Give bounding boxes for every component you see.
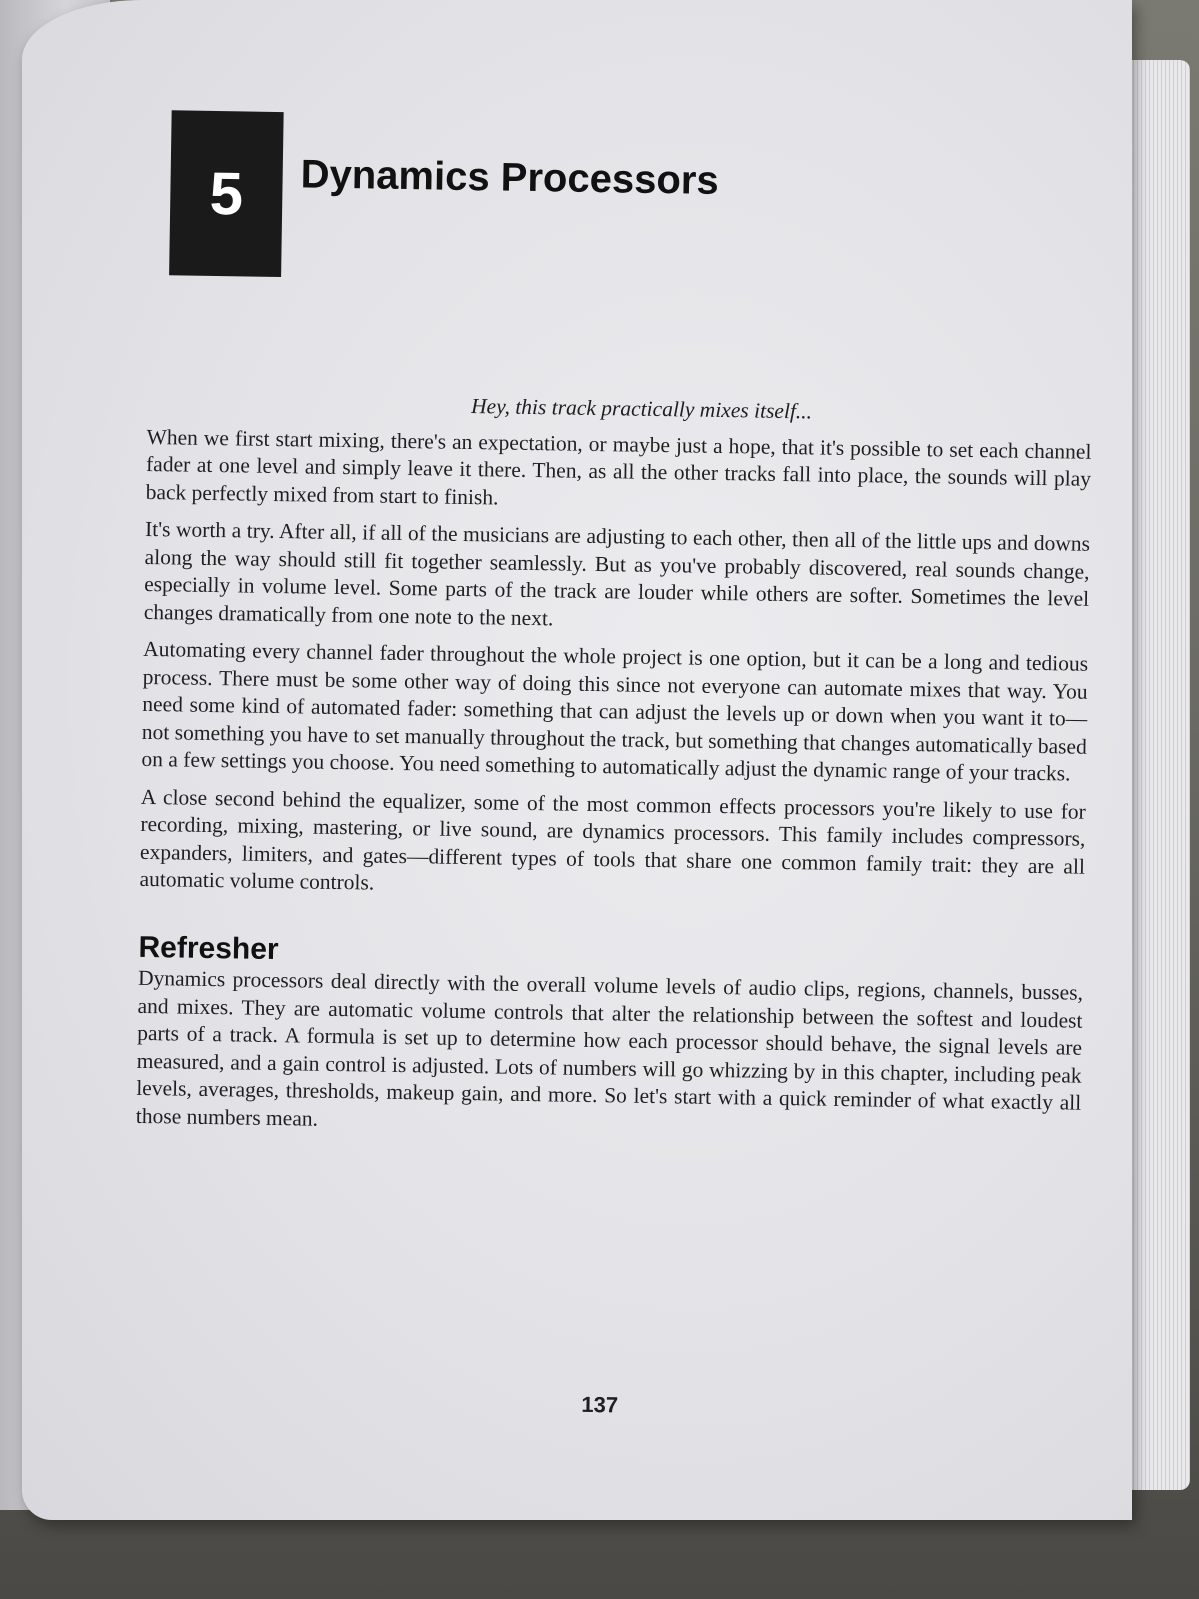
- chapter-title: Dynamics Processors: [300, 152, 720, 203]
- chapter-number: 5: [209, 159, 244, 228]
- book-page: [22, 0, 1132, 1520]
- epigraph: Hey, this track practically mixes itself...: [470, 394, 813, 424]
- page-content: [135, 90, 1097, 1418]
- paragraph: Automating every channel fader throughout the whole project is one option, but it can be a long and tedious process. There must be some other way of doing this since not everyone can automate mixes that way. You need some kind of automated fader: something that can adjust the levels up or down when you want it to—not something you have to set manually throughout the track, but something that changes automatically based on a few settings you choose. You need something to automatically adjust the dynamic range of your tracks.: [141, 636, 1089, 786]
- page-number: 137: [581, 1391, 619, 1418]
- paragraph: A close second behind the equalizer, some of the most common effects processors you're likely to use for recording, mixing, mastering, or live sound, are dynamics processors. This family includes compressors, expanders, limiters, and gates—different types of tools that share one common family trait: they are all automatic volume controls.: [139, 784, 1086, 895]
- paragraph: It's worth a try. After all, if all of the musicians are adjusting to each other, then all of the little ups and downs along the way should still fit together seamlessly. But as you've probably discovered, real sounds change, especially in volume level. Some parts of the track are louder while others are softer. Sometimes the level changes dramatically from one note to the next.: [143, 516, 1091, 630]
- chapter-number-block: [169, 110, 284, 277]
- paragraph: Dynamics processors deal directly with the overall volume levels of audio clips, regions, channels, busses, and mixes. They are automatic volume controls that alter the relationship between the softest and loudest parts of a track. A formula is set up to determine how each processor should behave, the signal levels are measured, and a gain control is adjusted. Lots of numbers will go whizzing by in this chapter, including peak levels, averages, thresholds, makeup gain, and more. So let's start with a quick reminder of what exactly all those numbers mean.: [135, 965, 1084, 1131]
- section-heading: Refresher: [138, 930, 279, 966]
- body-text: [136, 388, 1093, 1155]
- paragraph: When we first start mixing, there's an expectation, or maybe just a hope, that it's possible to set each channel fader at one level and simply leave it there. Then, as all the other tracks fall into place, the sounds will play back perfectly mixed from start to finish.: [145, 424, 1092, 509]
